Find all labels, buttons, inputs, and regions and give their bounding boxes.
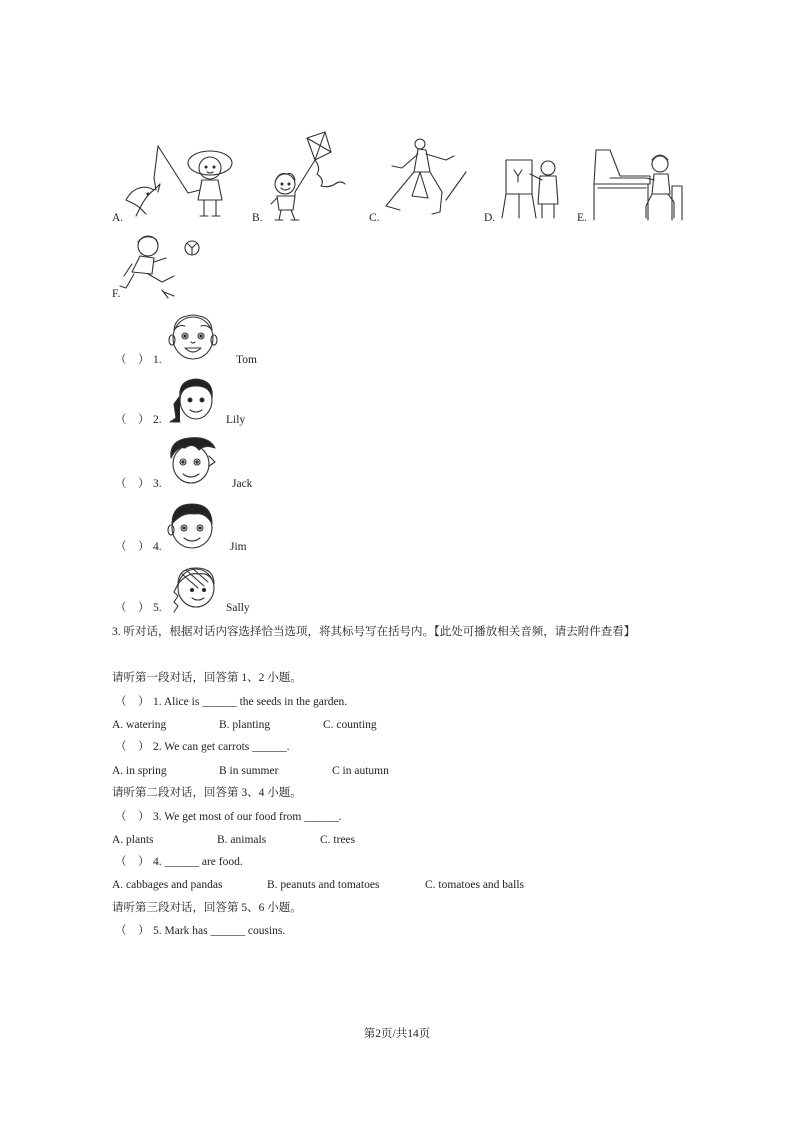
football-boy-icon <box>118 232 208 300</box>
child-name-lily: Lily <box>226 414 246 426</box>
answer-paren[interactable]: （ ） <box>115 602 150 614</box>
answer-paren[interactable]: （ ） <box>115 811 150 823</box>
q2-option-b: B in summer <box>219 765 279 777</box>
dialog2-intro: 请听第二段对话，回答第 3、4 小题。 <box>112 787 302 799</box>
answer-paren[interactable]: （ ） <box>115 478 150 490</box>
item-number: 5. <box>153 602 162 614</box>
question-text: 4. ______ are food. <box>153 856 243 868</box>
q1-option-c: C. counting <box>323 719 377 731</box>
answer-paren[interactable]: （ ） <box>115 541 150 553</box>
q2-option-c: C in autumn <box>332 765 389 777</box>
lily-face-icon <box>166 374 218 424</box>
answer-paren[interactable]: （ ） <box>115 696 150 708</box>
jim-face-icon <box>164 500 222 552</box>
item-number: 2. <box>153 414 162 426</box>
answer-paren[interactable]: （ ） <box>115 741 150 753</box>
option-a-label: A. <box>112 212 124 224</box>
q4-option-c: C. tomatoes and balls <box>425 879 525 891</box>
option-d-label: D. <box>484 212 496 224</box>
child-name-jack: Jack <box>232 478 253 490</box>
child-2-row <box>115 413 162 427</box>
taichi-icon <box>380 136 470 221</box>
piano-girl-icon <box>590 146 686 222</box>
option-c-label: C. <box>369 212 380 224</box>
child-4-row <box>115 540 162 554</box>
option-b-label: B. <box>252 212 263 224</box>
item-number: 4. <box>153 541 162 553</box>
question-4 <box>115 855 243 869</box>
tom-face-icon <box>165 312 221 362</box>
dialog1-intro: 请听第一段对话，回答第 1、2 小题。 <box>112 672 302 684</box>
question-text: 3. We get most of our food from ______. <box>153 811 342 823</box>
page-footer: 第2页/共14页 <box>363 1028 431 1040</box>
option-e-label: E. <box>577 212 587 224</box>
child-3-row <box>115 477 162 491</box>
child-name-tom: Tom <box>236 354 257 366</box>
kite-boy-icon <box>265 130 355 225</box>
option-f-label: F. <box>112 288 121 300</box>
sally-face-icon <box>164 562 222 614</box>
q3-option-c: C. trees <box>320 834 356 846</box>
child-name-sally: Sally <box>226 602 250 614</box>
question-5 <box>115 924 285 938</box>
q4-option-b: B. peanuts and tomatoes <box>267 879 380 891</box>
question-text: 2. We can get carrots ______. <box>153 741 290 753</box>
question-text: 5. Mark has ______ cousins. <box>153 925 286 937</box>
section3-heading: 3. 听对话，根据对话内容选择恰当选项，将其标号写在括号内。【此处可播放相关音频，请去附件查看】 <box>112 626 636 638</box>
q3-option-b: B. animals <box>217 834 267 846</box>
answer-paren[interactable]: （ ） <box>115 354 150 366</box>
child-5-row <box>115 601 162 615</box>
q1-option-a: A. watering <box>112 719 167 731</box>
q4-option-a: A. cabbages and pandas <box>112 879 223 891</box>
painting-icon <box>500 156 566 220</box>
child-1-row <box>115 353 162 367</box>
answer-paren[interactable]: （ ） <box>115 414 150 426</box>
dialog3-intro: 请听第三段对话，回答第 5、6 小题。 <box>112 902 302 914</box>
jack-face-icon <box>165 434 223 486</box>
question-3 <box>115 810 342 824</box>
fishing-girl-icon <box>118 138 238 223</box>
q3-option-a: A. plants <box>112 834 154 846</box>
question-2 <box>115 740 290 754</box>
answer-paren[interactable]: （ ） <box>115 925 150 937</box>
q2-option-a: A. in spring <box>112 765 167 777</box>
q1-option-b: B. planting <box>219 719 271 731</box>
item-number: 3. <box>153 478 162 490</box>
question-1 <box>115 695 347 709</box>
answer-paren[interactable]: （ ） <box>115 856 150 868</box>
question-text: 1. Alice is ______ the seeds in the garden. <box>153 696 348 708</box>
item-number: 1. <box>153 354 162 366</box>
child-name-jim: Jim <box>230 541 247 553</box>
